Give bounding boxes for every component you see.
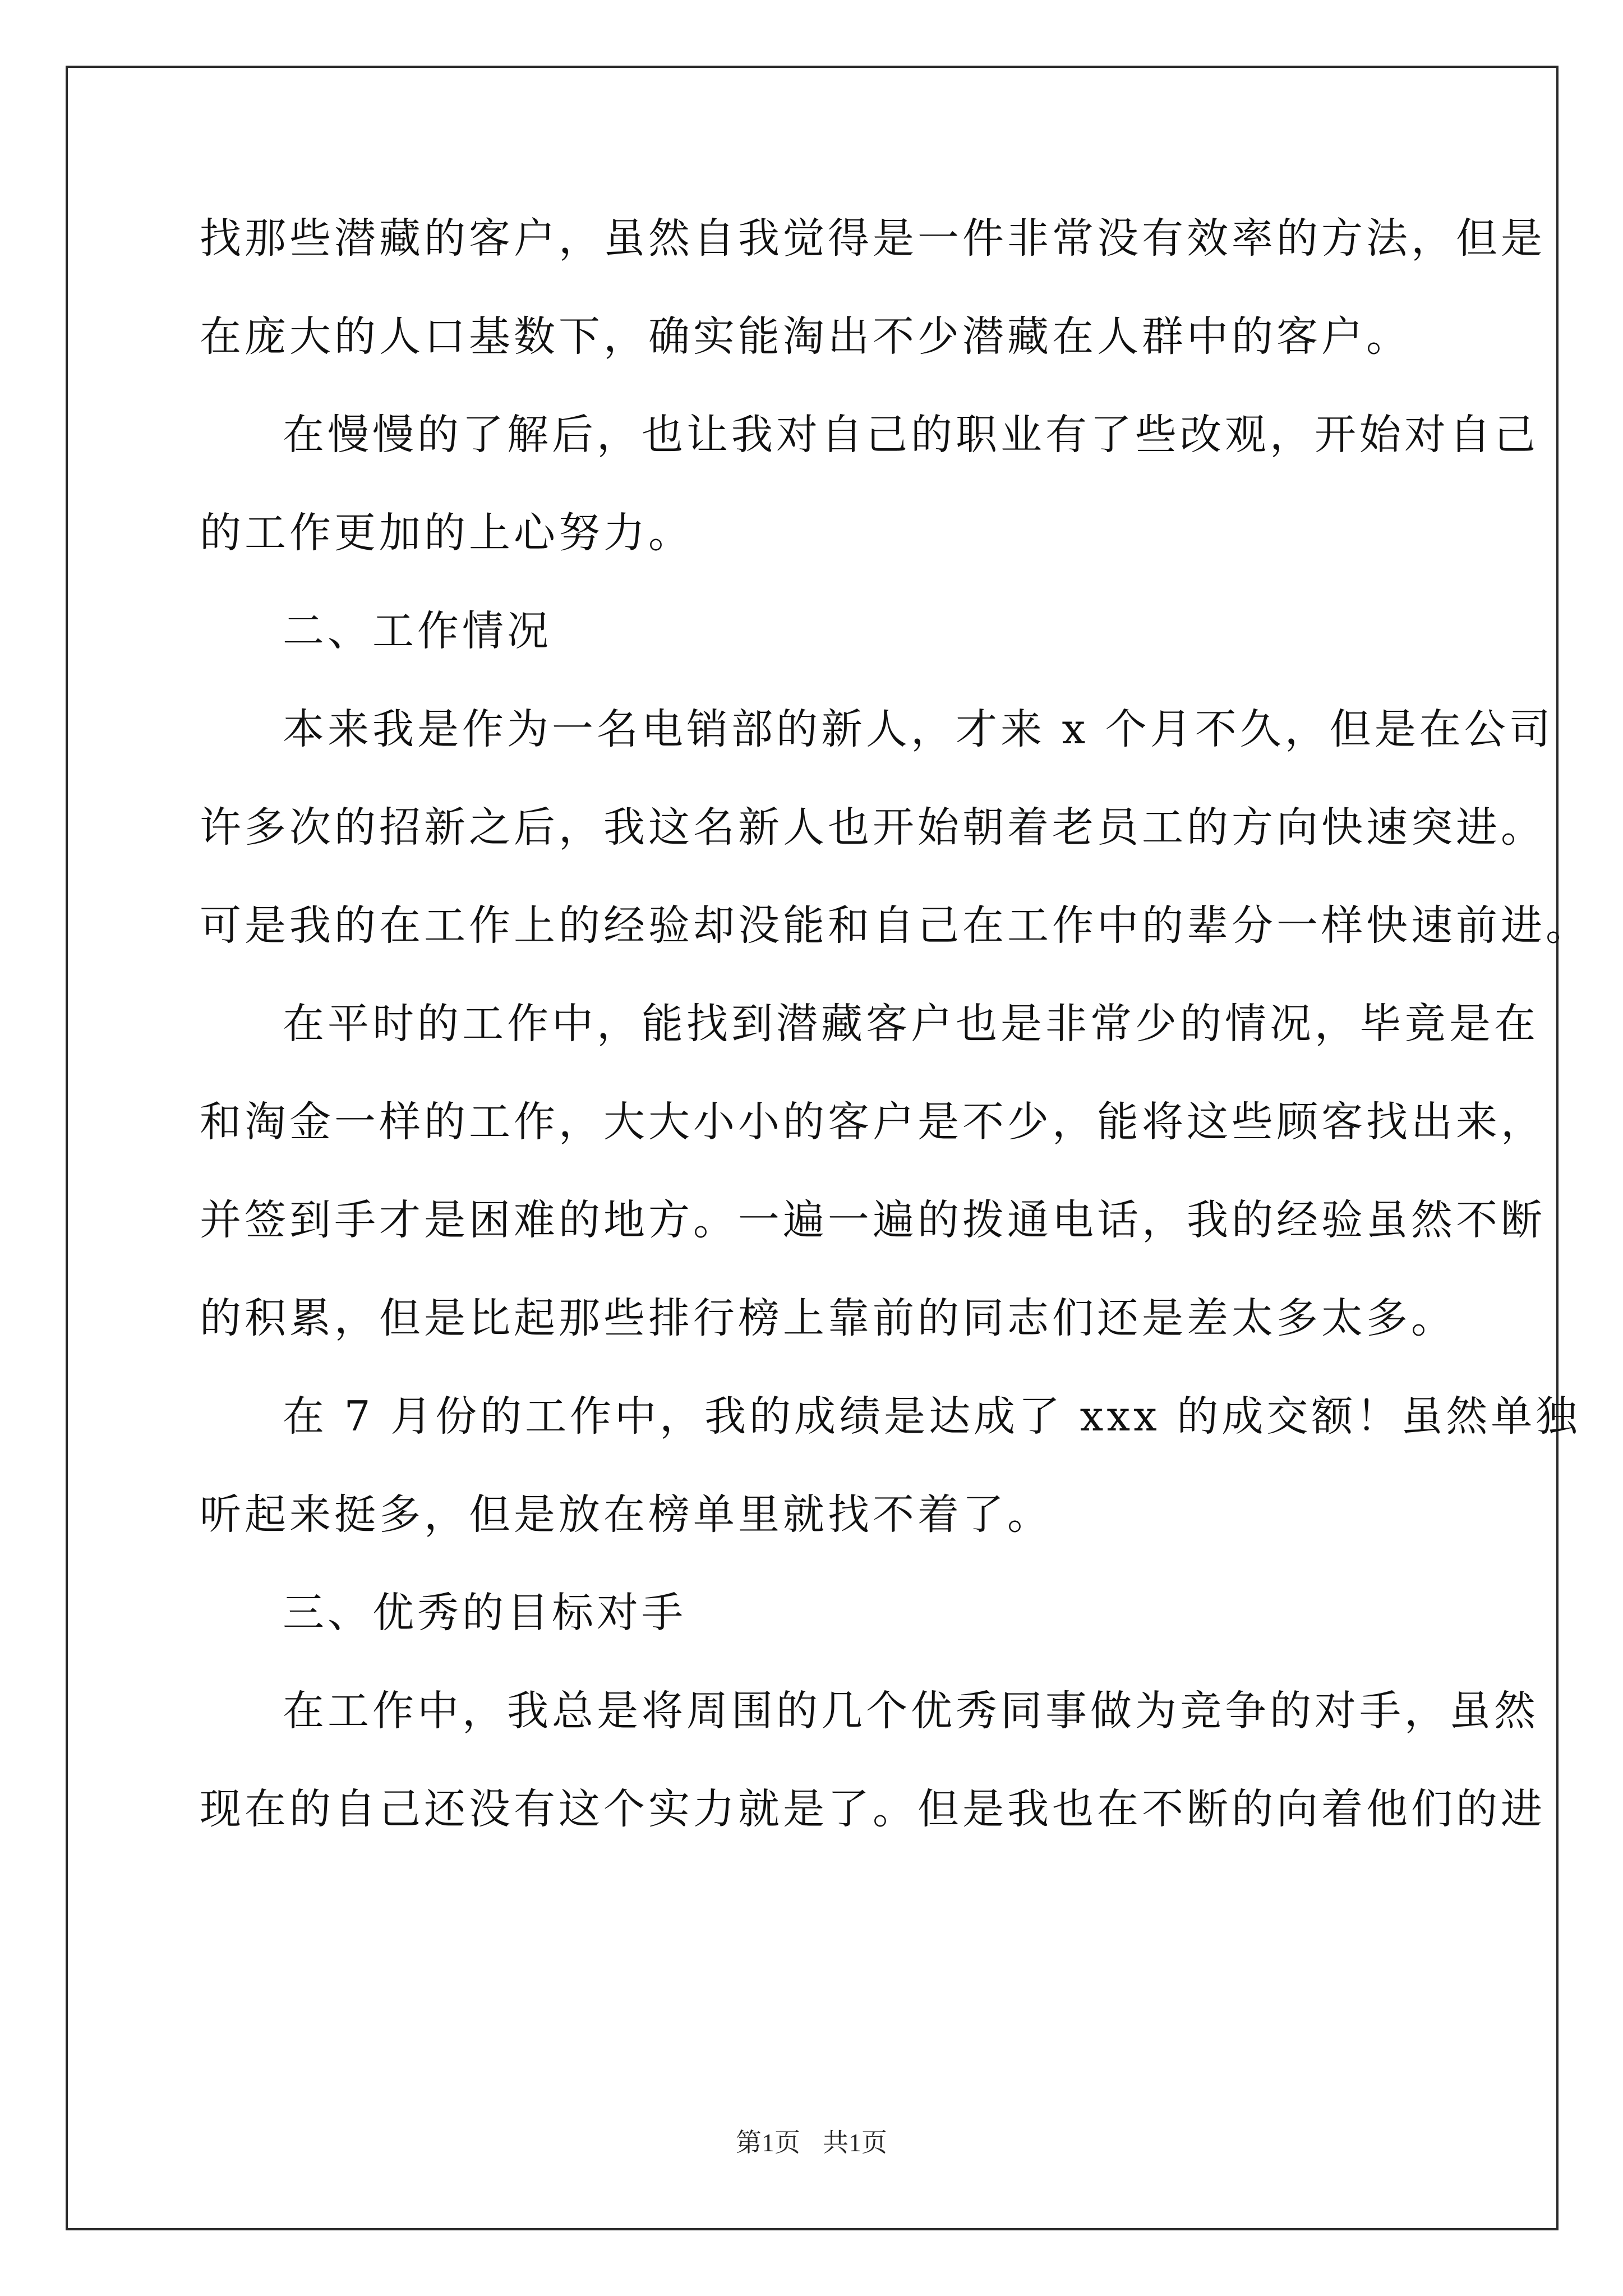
paragraph-line: 在慢慢的了解后，也让我对自己的职业有了些改观，开始对自己 — [283, 411, 1539, 459]
page-number: 第1页 — [736, 2128, 800, 2157]
paragraph-line: 在 7 月份的工作中，我的成绩是达成了 xxx 的成交额！虽然单独 — [283, 1392, 1581, 1441]
paragraph-line: 在工作中，我总是将周围的几个优秀同事做为竞争的对手，虽然 — [283, 1687, 1539, 1735]
paragraph-line: 许多次的招新之后，我这名新人也开始朝着老员工的方向快速突进。 — [200, 803, 1546, 852]
paragraph-line: 在平时的工作中，能找到潜藏客户也是非常少的情况，毕竟是在 — [283, 1000, 1539, 1048]
paragraph-line: 的积累，但是比起那些排行榜上靠前的同志们还是差太多太多。 — [200, 1294, 1456, 1342]
paragraph-line: 本来我是作为一名电销部的新人，才来 x 个月不久，但是在公司 — [283, 705, 1554, 753]
paragraph-line: 和淘金一样的工作，大大小小的客户是不少，能将这些顾客找出来， — [200, 1098, 1546, 1146]
page-footer — [0, 2127, 1623, 2159]
paragraph-line: 可是我的在工作上的经验却没能和自己在工作中的辈分一样快速前进。 — [200, 901, 1590, 950]
paragraph-line: 找那些潜藏的客户，虽然自我觉得是一件非常没有效率的方法，但是 — [200, 214, 1546, 263]
paragraph-line: 的工作更加的上心努力。 — [200, 509, 693, 557]
paragraph-line: 在庞大的人口基数下，确实能淘出不少潜藏在人群中的客户。 — [200, 312, 1411, 361]
section-heading: 三、优秀的目标对手 — [283, 1589, 686, 1637]
paragraph-line: 听起来挺多，但是放在榜单里就找不着了。 — [200, 1490, 1052, 1539]
section-heading: 二、工作情况 — [283, 607, 552, 655]
paragraph-line: 现在的自己还没有这个实力就是了。但是我也在不断的向着他们的进 — [200, 1785, 1546, 1833]
page-total: 共1页 — [823, 2128, 887, 2157]
paragraph-line: 并签到手才是困难的地方。一遍一遍的拨通电话，我的经验虽然不断 — [200, 1196, 1546, 1244]
